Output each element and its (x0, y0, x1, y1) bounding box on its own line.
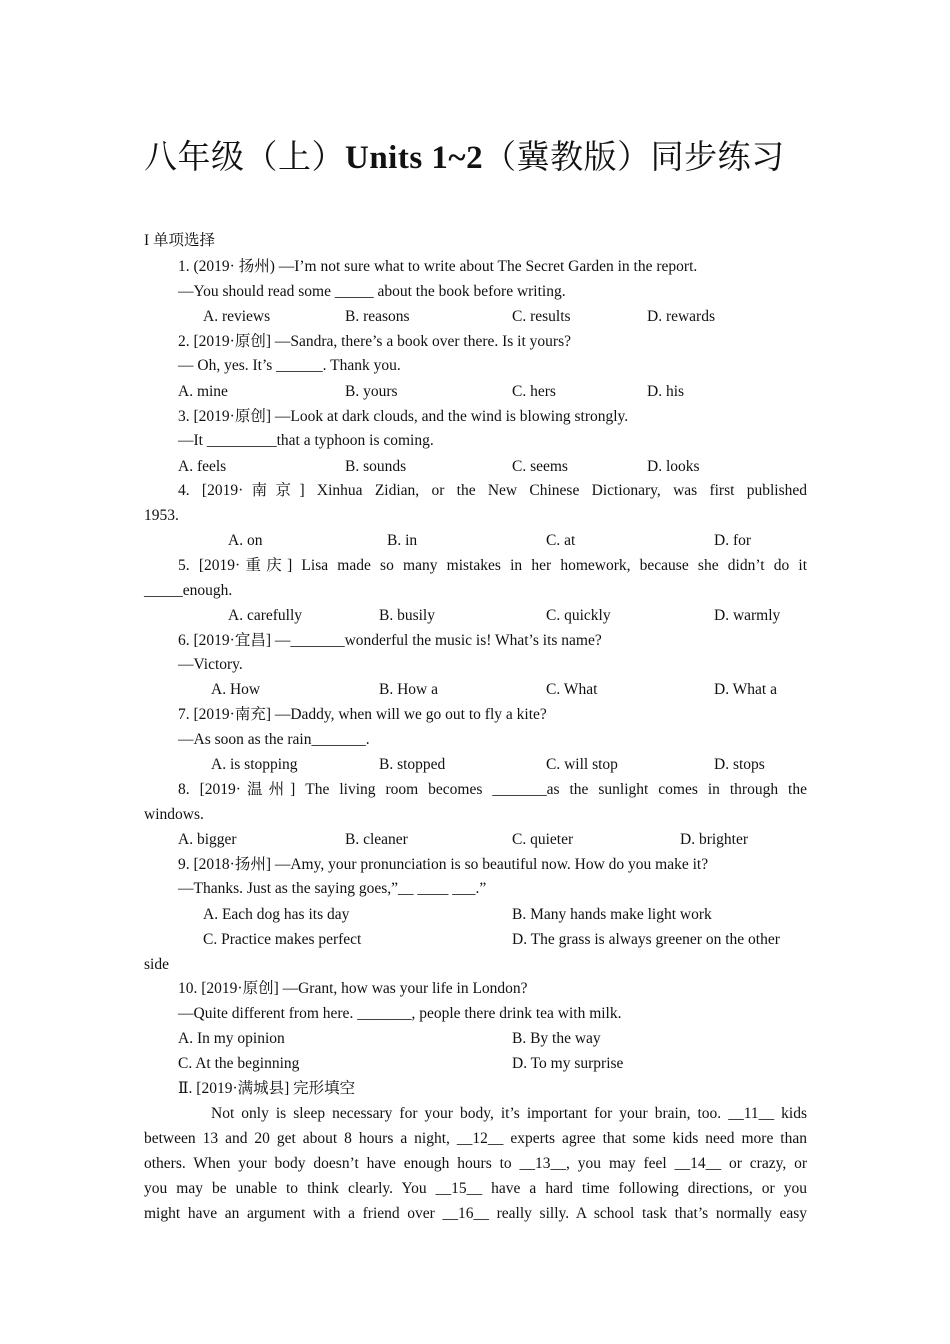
passage-line-4: you may be unable to think clearly. You __15__ have a hard time following directions, or you (144, 1180, 807, 1197)
question-1: 1. (2019· 扬州) —I’m not sure what to write about The Secret Garden in the report. (178, 258, 698, 275)
option-10d: D. To my surprise (512, 1055, 624, 1072)
question-6: 6. [2019·宜昌] —_______wonderful the music is! What’s its name? (178, 632, 602, 649)
option-1b: B. reasons (345, 308, 410, 325)
option-9d: D. The grass is always greener on the other (512, 931, 780, 948)
option-1c: C. results (512, 308, 571, 325)
option-9b: B. Many hands make light work (512, 906, 712, 923)
question-8-line2: windows. (144, 806, 204, 823)
option-8d: D. brighter (680, 831, 749, 848)
question-10-line2: —Quite different from here. _______, people there drink tea with milk. (178, 1005, 622, 1022)
option-7d: D. stops (714, 756, 765, 773)
option-2b: B. yours (345, 383, 398, 400)
question-3-line2: —It _________that a typhoon is coming. (178, 432, 434, 449)
option-7c: C. will stop (546, 756, 618, 773)
title-suffix: （冀教版）同步练习 (483, 137, 785, 176)
option-4b: B. in (387, 532, 418, 549)
option-9d-wrap: side (144, 956, 169, 973)
option-6c: C. What (546, 681, 598, 698)
section-heading-1: I 单项选择 (144, 232, 216, 249)
option-2a: A. mine (178, 383, 228, 400)
option-8c: C. quieter (512, 831, 574, 848)
passage-line-1: Not only is sleep necessary for your body, it’s important for your brain, too. __11__ kids (211, 1105, 807, 1122)
option-2d: D. his (647, 383, 685, 400)
option-4a: A. on (228, 532, 263, 549)
page-title (144, 132, 824, 183)
option-1a: A. reviews (203, 308, 271, 325)
option-10a: A. In my opinion (178, 1030, 285, 1047)
question-6-line2: —Victory. (178, 656, 243, 673)
option-2c: C. hers (512, 383, 556, 400)
question-5: 5. [2019·重庆] Lisa made so many mistakes in her homework, because she didn’t do it (178, 557, 807, 574)
option-6d: D. What a (714, 681, 777, 698)
option-5d: D. warmly (714, 607, 781, 624)
option-6a: A. How (211, 681, 261, 698)
question-2: 2. [2019·原创] —Sandra, there’s a book over there. Is it yours? (178, 333, 571, 350)
option-8b: B. cleaner (345, 831, 408, 848)
option-5a: A. carefully (228, 607, 303, 624)
passage-line-3: others. When your body doesn’t have enough hours to __13__, you may feel __14__ or crazy, or (144, 1155, 807, 1172)
option-10b: B. By the way (512, 1030, 601, 1047)
option-10c: C. At the beginning (178, 1055, 300, 1072)
option-4c: C. at (546, 532, 576, 549)
question-3: 3. [2019·原创] —Look at dark clouds, and the wind is blowing strongly. (178, 408, 629, 425)
question-4: 4. [2019·南京] Xinhua Zidian, or the New Chinese Dictionary, was first published (178, 482, 807, 499)
question-10: 10. [2019·原创] —Grant, how was your life in London? (178, 980, 528, 997)
option-5b: B. busily (379, 607, 435, 624)
title-prefix: 八年级（上） (144, 137, 345, 176)
question-7-line2: —As soon as the rain_______. (178, 731, 370, 748)
option-3b: B. sounds (345, 458, 407, 475)
section-heading-2: Ⅱ. [2019·满城县] 完形填空 (178, 1080, 356, 1097)
question-5-line2: _____enough. (144, 582, 233, 599)
option-3c: C. seems (512, 458, 568, 475)
question-8: 8. [2019·温州] The living room becomes _______as the sunlight comes in through the (178, 781, 807, 798)
option-7b: B. stopped (379, 756, 446, 773)
question-9: 9. [2018·扬州] —Amy, your pronunciation is so beautiful now. How do you make it? (178, 856, 709, 873)
option-1d: D. rewards (647, 308, 716, 325)
option-3d: D. looks (647, 458, 700, 475)
option-3a: A. feels (178, 458, 227, 475)
option-9a: A. Each dog has its day (203, 906, 350, 923)
question-7: 7. [2019·南充] —Daddy, when will we go out to fly a kite? (178, 706, 547, 723)
passage-line-5: might have an argument with a friend over __16__ really silly. A school task that’s normally easy (144, 1205, 807, 1222)
option-7a: A. is stopping (211, 756, 298, 773)
title-units: Units 1~2 (345, 140, 484, 176)
question-2-line2: — Oh, yes. It’s ______. Thank you. (178, 357, 401, 374)
option-6b: B. How a (379, 681, 438, 698)
option-5c: C. quickly (546, 607, 611, 624)
option-9c: C. Practice makes perfect (203, 931, 362, 948)
passage-line-2: between 13 and 20 get about 8 hours a night, __12__ experts agree that some kids need more than (144, 1130, 807, 1147)
question-9-line2: —Thanks. Just as the saying goes,”__ ____ ___.” (178, 880, 487, 897)
option-4d: D. for (714, 532, 752, 549)
option-8a: A. bigger (178, 831, 237, 848)
question-1-line2: —You should read some _____ about the book before writing. (178, 283, 566, 300)
question-4-line2: 1953. (144, 507, 179, 524)
